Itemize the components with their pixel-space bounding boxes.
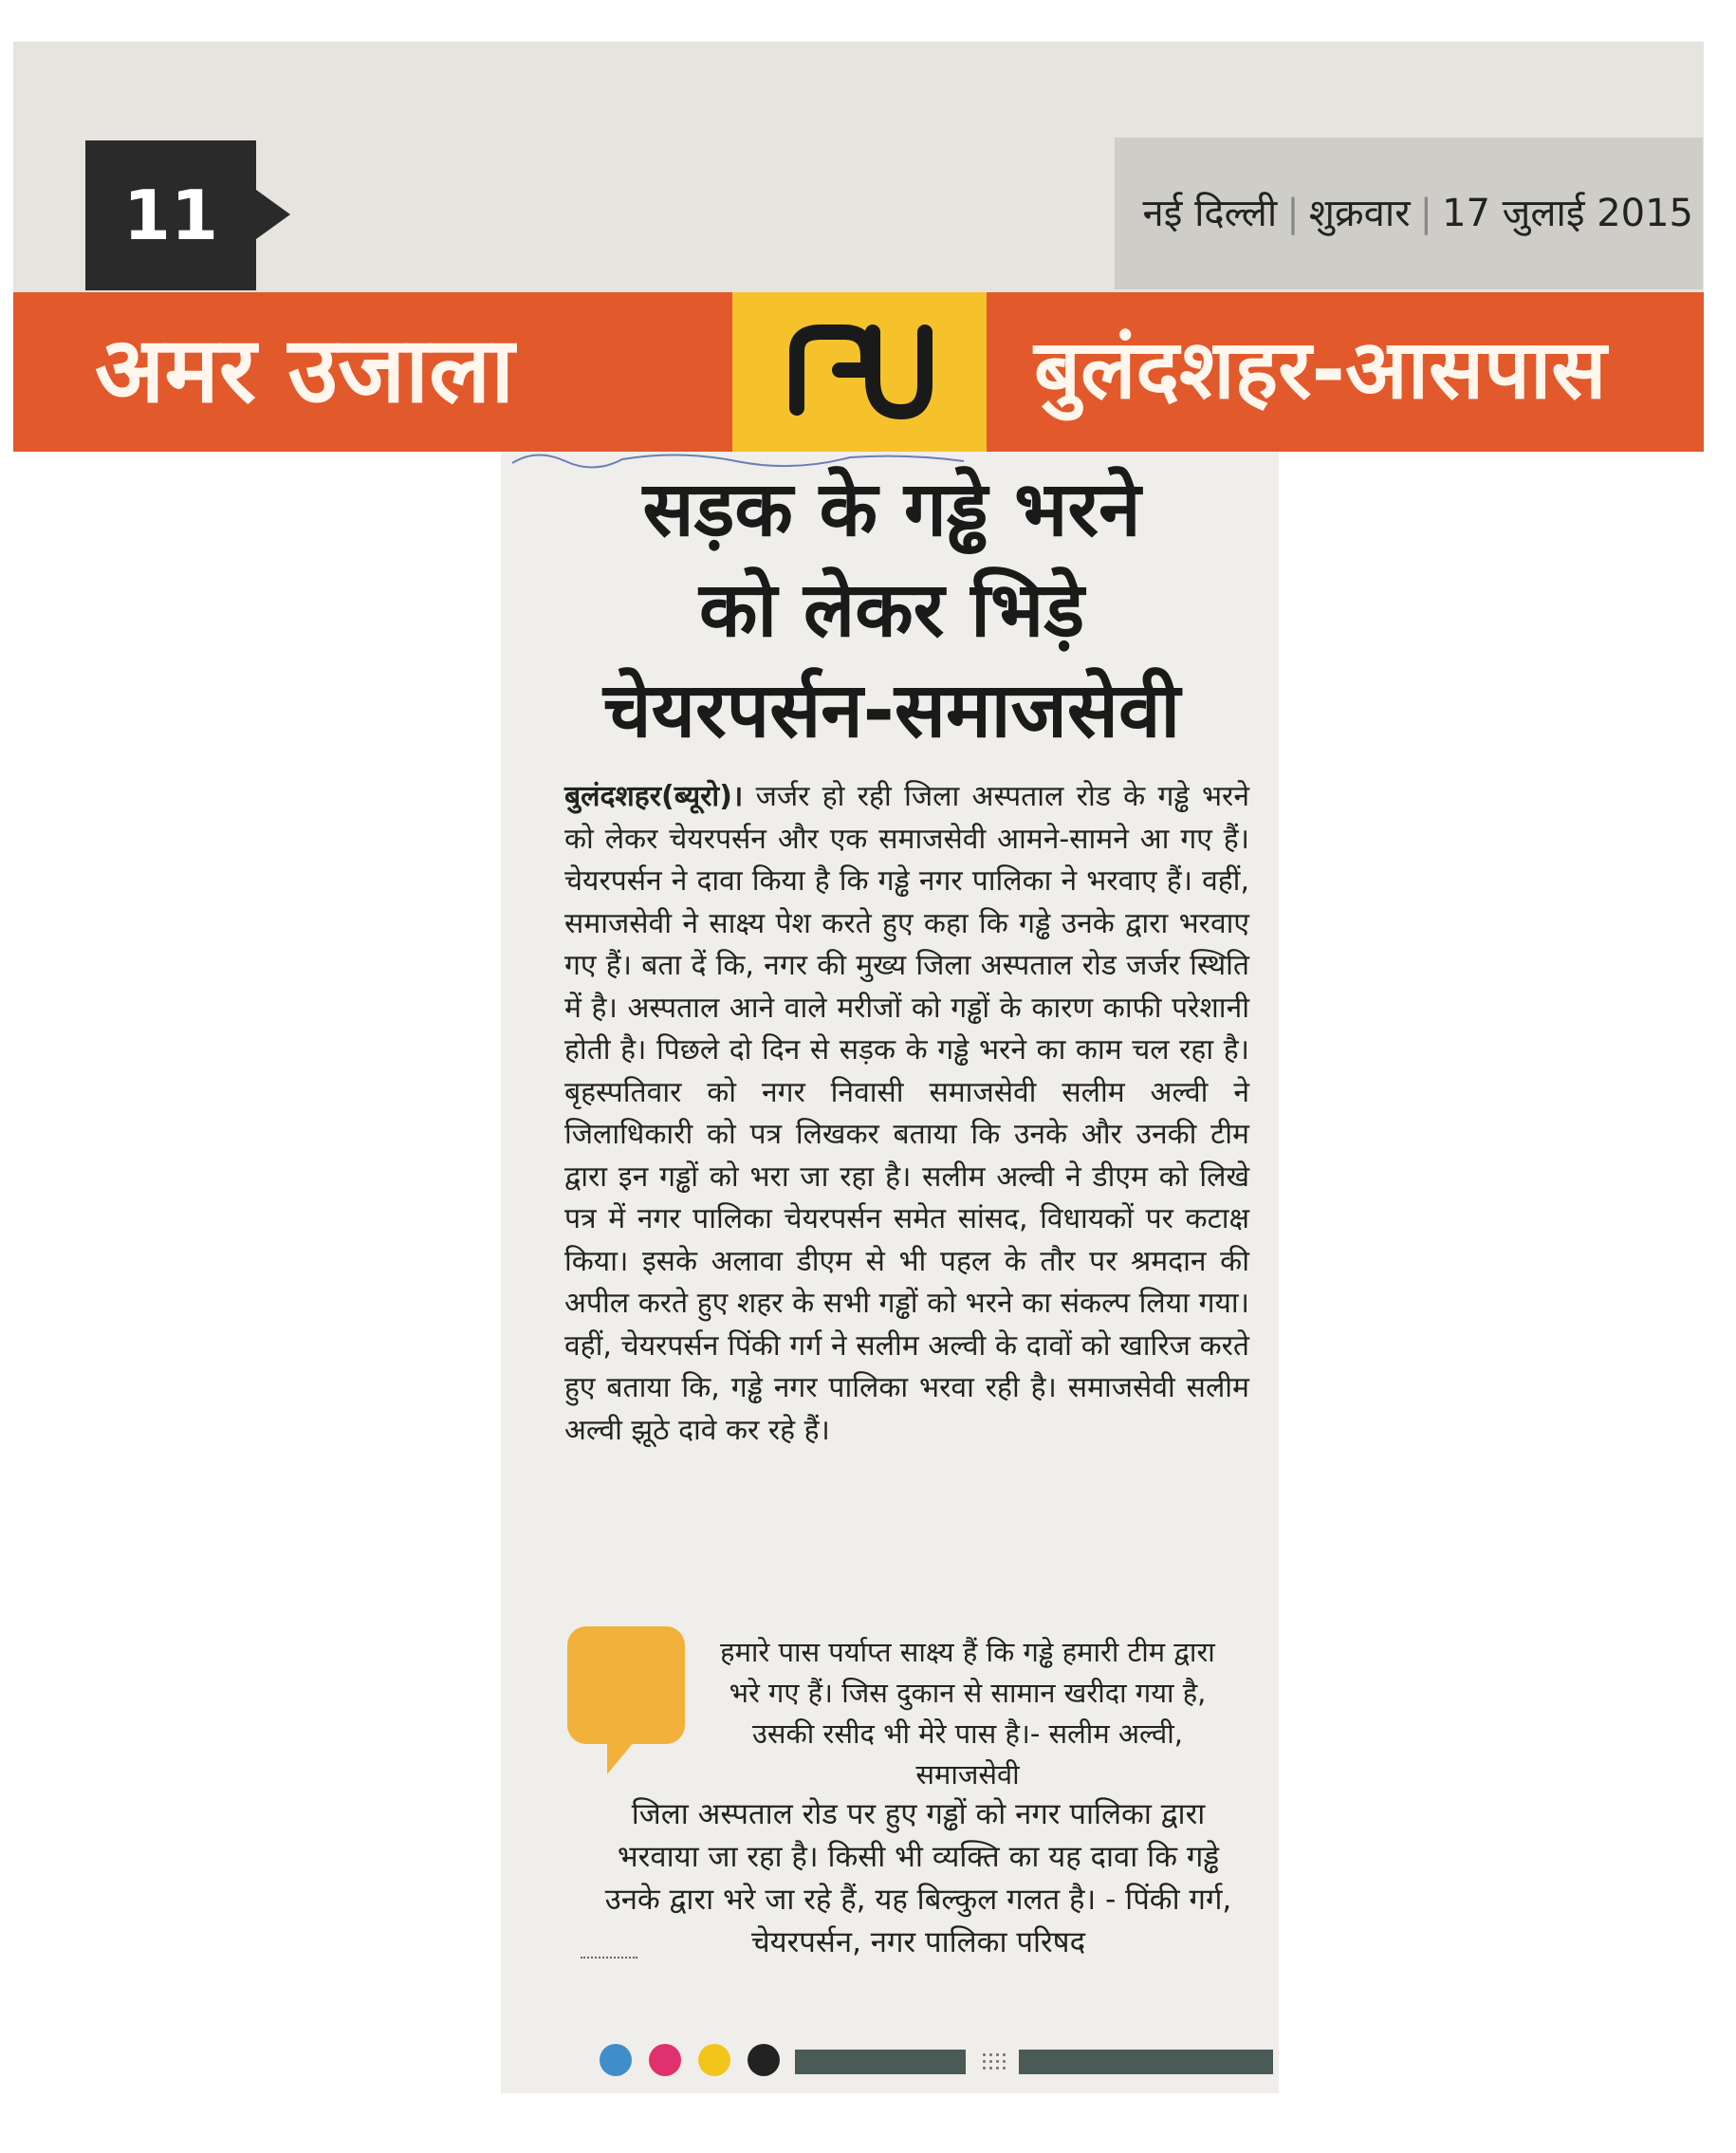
- section-title: बुलंदशहर-आसपास: [1034, 323, 1607, 418]
- article-headline: [531, 459, 1252, 761]
- dateline-separator: |: [1286, 192, 1300, 235]
- quote-bubble-tail: [607, 1742, 634, 1774]
- registration-dot-yellow: [698, 2044, 730, 2076]
- print-registration-bar: [590, 2040, 1273, 2078]
- quote-bubble-icon: [567, 1626, 685, 1744]
- registration-dot-black: [748, 2044, 780, 2076]
- registration-bar: [795, 2050, 966, 2074]
- registration-dot-cyan: [600, 2044, 632, 2076]
- page-number: 11: [122, 176, 219, 255]
- headline-line: सड़क के गड्ढे भरने: [642, 465, 1141, 553]
- amar-ujala-logo-icon: [778, 313, 939, 431]
- article-body-text: जर्जर हो रही जिला अस्पताल रोड के गड्ढे भरने को लेकर चेयरपर्सन और एक समाजसेवी आमने-सामने आ गए हैं। चेयरपर्सन ने दावा किया है कि गड्ढे नगर पालिका ने भरवाए हैं। वहीं, समाजसेवी ने साक्ष्य पेश करते हुए कहा कि गड्ढे उनके द्वारा भरवाए गए हैं। बता दें कि, नगर की मुख्य जिला अस्पताल रोड जर्जर स्थिति में है। अस्पताल आने वाले मरीजों को गड्ढों के कारण काफी परेशानी होती है। पिछले दो दिन से सड़क के गड्ढे भरने का काम चल रहा है। बृहस्पतिवार को नगर निवासी समाजसेवी सलीम अल्वी ने जिलाधिकारी को पत्र लिखकर बताया कि उनके और उनकी टीम द्वारा इन गड्ढों को भरा जा रहा है। सलीम अल्वी ने डीएम को लिखे पत्र में नगर पालिका चेयरपर्सन समेत सांसद, विधायकों पर कटाक्ष किया। इसके अलावा डीएम से भी पहल के तौर पर श्रमदान की अपील करते हुए शहर के सभी गड्ढों को भरने का संकल्प लिया गया। वहीं, चेयरपर्सन पिंकी गर्ग ने सलीम अल्वी के दावों को खारिज करते हुए बताया कि, गड्ढे नगर पालिका भरवा रही है। समाजसेवी सलीम अल्वी झूठे दावे कर रहे हैं।: [564, 780, 1249, 1447]
- quote-pinki-garg: जिला अस्पताल रोड पर हुए गड्ढों को नगर पालिका द्वारा भरवाया जा रहा है। किसी भी व्यक्ति का यह दावा कि गड्ढे उनके द्वारा भरे जा रहे हैं, यह बिल्कुल गलत है। - पिंकी गर्ग, चेयरपर्सन, नगर पालिका परिषद: [604, 1797, 1232, 1959]
- dateline: [1115, 185, 1693, 237]
- registration-dot-pattern: [981, 2051, 1007, 2072]
- registration-dot-magenta: [649, 2044, 681, 2076]
- dateline-city: नई दिल्ली: [1142, 192, 1278, 235]
- headline-line: को लेकर भिड़े: [698, 566, 1085, 654]
- brand-name: अमर उजाला: [95, 317, 515, 423]
- page-number-arrow-icon: [256, 190, 290, 239]
- dateline-day: शुक्रवार: [1308, 192, 1411, 235]
- article-body: [564, 776, 1249, 1452]
- quote-salim-alvi: हमारे पास पर्याप्त साक्ष्य हैं कि गड्ढे हमारी टीम द्वारा भरे गए हैं। जिस दुकान से सामान खरीदा गया है, उसकी रसीद भी मेरे पास है।- सलीम अल्वी, समाजसेवी: [720, 1636, 1215, 1791]
- headline-line: चेयरपर्सन-समाजसेवी: [602, 666, 1181, 754]
- article-lead: बुलंदशहर(ब्यूरो)।: [564, 780, 744, 813]
- registration-bar: [1019, 2050, 1273, 2074]
- dateline-date: 17 जुलाई 2015: [1442, 192, 1693, 235]
- dateline-separator: |: [1419, 192, 1433, 235]
